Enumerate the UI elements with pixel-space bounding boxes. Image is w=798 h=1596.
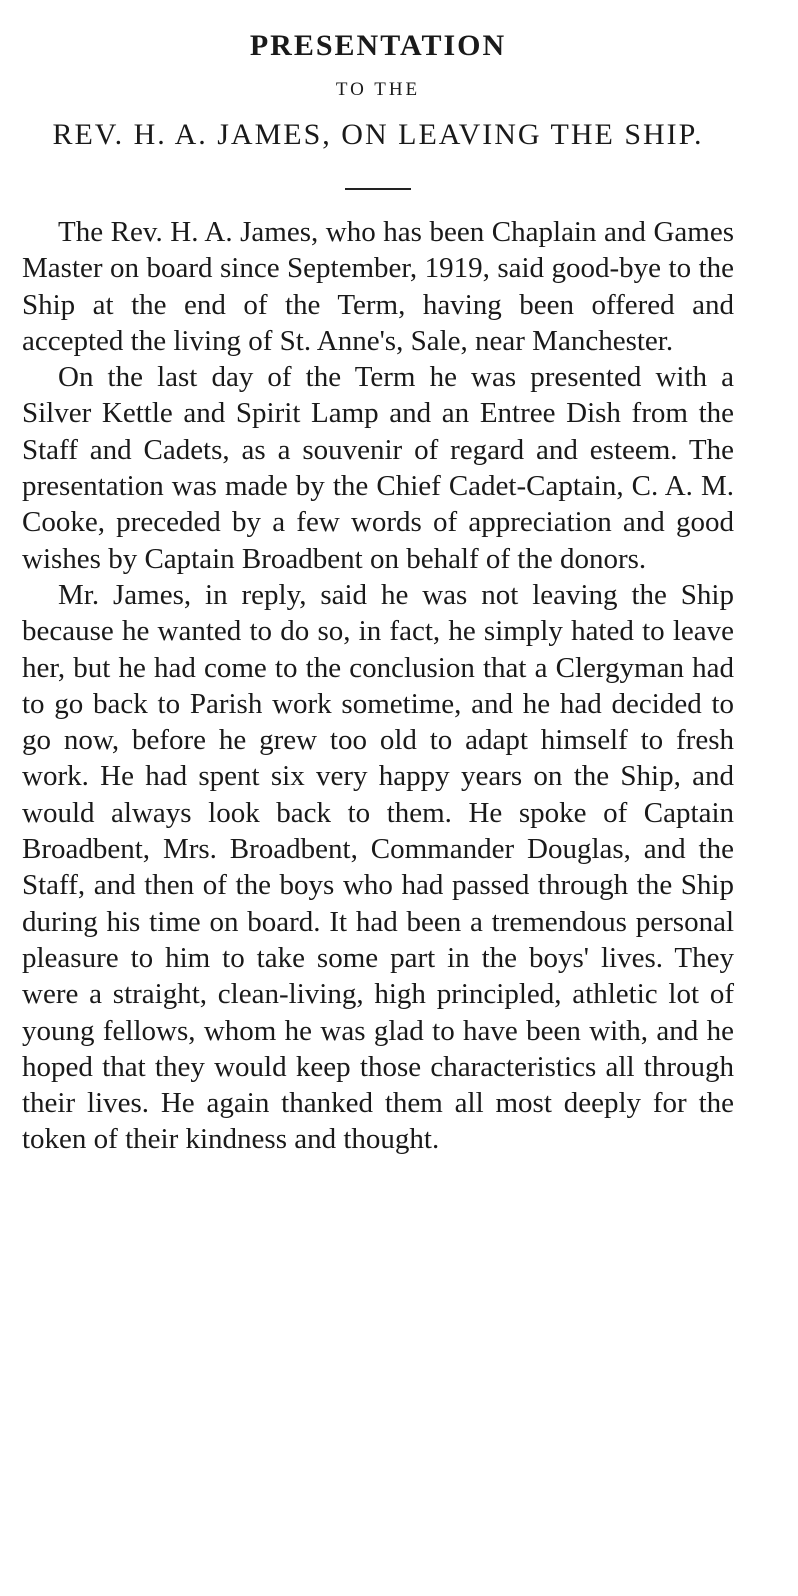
article-title-connector: TO THE [335, 79, 421, 100]
article [22, 26, 734, 1158]
paragraph-departure: The Rev. H. A. James, who has been Chaplain and Games Master on board since September, 1919, said good-bye to the Ship at the end of the Term, having been offered and accepted the living of St. Anne's, Sale, near Manchester. [22, 216, 734, 357]
article-body [22, 214, 734, 1158]
paragraph-presentation: On the last day of the Term he was presented with a Silver Kettle and Spirit Lamp and an Entree Dish from the Staff and Cadets, as a souvenir of regard and esteem. The presentation was made by the Chief Cadet-Captain, C. A. M. Cooke, preceded by a few words of appreciation and good wishes by Captain Broadbent on behalf of the donors. [22, 361, 734, 575]
article-subtitle: REV. H. A. JAMES, ON LEAVING THE SHIP. [52, 118, 704, 151]
title-divider [345, 188, 411, 190]
paragraph-reply: Mr. James, in reply, said he was not leaving the Ship because he wanted to do so, in fact, he simply hated to leave her, but he had come to the conclusion that a Clergyman had to go back to Parish work sometime, and he had decided to go now, before he grew too old to adapt himself to fresh work. He had spent six very happy years on the Ship, and would always look back to them. He spoke of Captain Broadbent, Mrs. Broadbent, Commander Douglas, and the Staff, and then of the boys who had passed through the Ship during his time on board. It had been a tremendous personal pleasure to him to take some part in the boys' lives. They were a straight, clean-living, high principled, athletic lot of young fellows, whom he was glad to have been with, and he hoped that they would keep those characteristics all through their lives. He again thanked them all most deeply for the token of their kindness and thought. [22, 578, 734, 1156]
article-title: PRESENTATION [249, 29, 507, 62]
